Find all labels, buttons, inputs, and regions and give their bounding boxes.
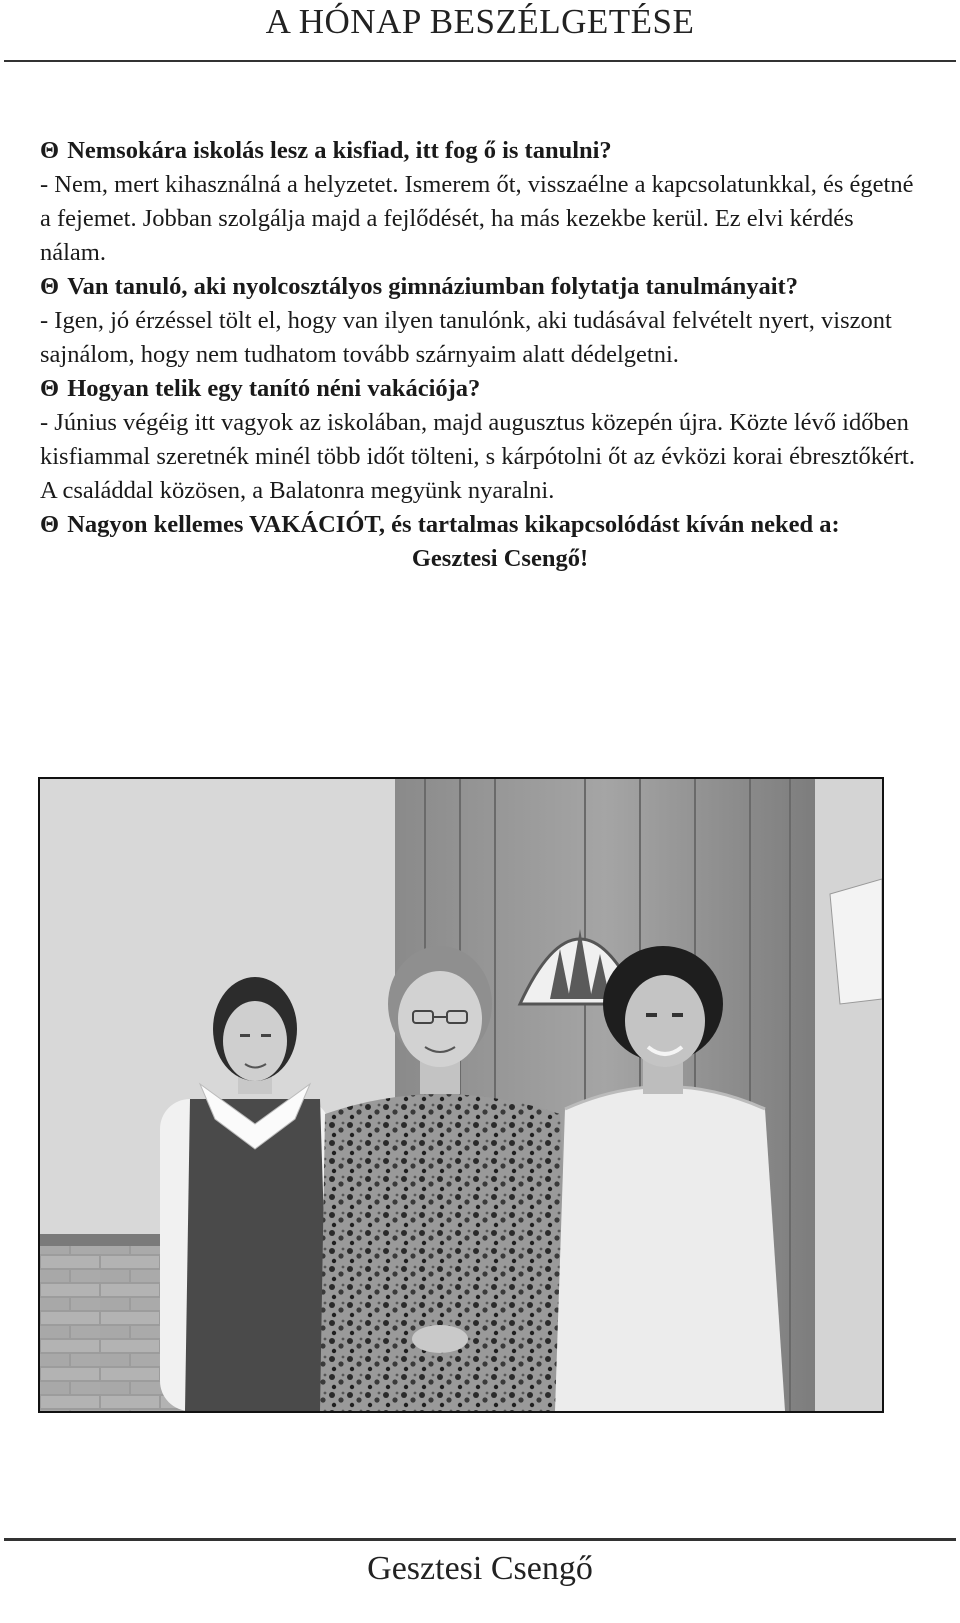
closing-text: Nagyon kellemes VAKÁCIÓT, és tartalmas kikapcsolódást kíván neked a: xyxy=(67,511,840,538)
answer-3: - Június végéig itt vagyok az iskolában, majd augusztus közepén újra. Közte lévő időben kisfiammal szeretnék minél több időt tölteni, s kárpótolni őt az évközi korai ébresztőkért. A családdal közösen, a Balatonra megyünk nyaralni. xyxy=(40,409,915,504)
question-text: Nemsokára iskolás lesz a kisfiad, itt fog ő is tanulni? xyxy=(67,137,612,164)
question-marker: Θ xyxy=(40,375,60,402)
question-marker: Θ xyxy=(40,273,60,300)
group-photo xyxy=(38,777,884,1413)
question-1 xyxy=(40,134,920,168)
article-signature: Gesztesi Csengő! xyxy=(411,545,589,572)
interview-article xyxy=(40,134,920,576)
question-3 xyxy=(40,372,920,406)
question-2 xyxy=(40,270,920,304)
footer-author: Gesztesi Csengő xyxy=(367,1550,593,1587)
footer-divider xyxy=(4,1538,956,1541)
question-text: Van tanuló, aki nyolcosztályos gimnáziumban folytatja tanulmányait? xyxy=(67,273,798,300)
question-text: Hogyan telik egy tanító néni vakációja? xyxy=(67,375,481,402)
question-marker: Θ xyxy=(40,137,60,164)
answer-1: - Nem, mert kihasználná a helyzetet. Ismerem őt, visszaélne a kapcsolatunkkal, és égetné a fejemet. Jobban szolgálja majd a fejlődését, ha más kezekbe kerül. Ez elvi kérdés nálam. xyxy=(40,171,914,266)
page-header-title: A HÓNAP BESZÉLGETÉSE xyxy=(265,2,695,41)
answer-2: - Igen, jó érzéssel tölt el, hogy van ilyen tanulónk, aki tudásával felvételt nyert, viszont sajnálom, hogy nem tudhatom tovább szárnyaim alatt dédelgetni. xyxy=(40,307,892,368)
group-photo-illustration xyxy=(40,779,882,1411)
header-divider xyxy=(4,60,956,62)
question-marker: Θ xyxy=(40,511,60,538)
closing-wish xyxy=(40,508,920,542)
